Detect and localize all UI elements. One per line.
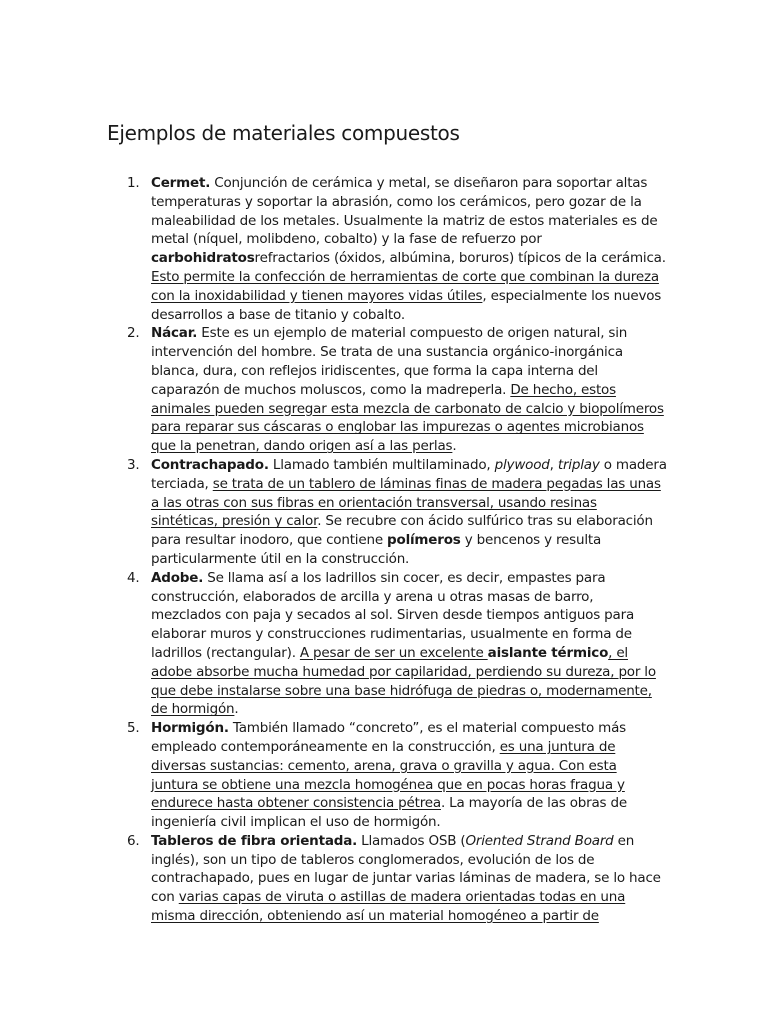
list-item xyxy=(107,832,667,926)
body-text: Llamado también multilaminado, xyxy=(268,456,495,473)
body-text: . La mayoría de las obras de ingeniería civil implican el uso de hormigón. xyxy=(151,795,627,831)
bold-text: carbohidratos xyxy=(151,250,255,267)
list-item xyxy=(107,324,667,456)
bold-text: Adobe. xyxy=(151,569,204,586)
body-text: . Se recubre con ácido sulfúrico tras su elaboración para resultar inodoro, que contiene xyxy=(151,513,653,549)
bold-text: polímeros xyxy=(387,532,461,549)
body-text: Este es un ejemplo de material compuesto de origen natural, sin intervención del hombre. Se trata de una sustancia orgánico-inorgánica blanca, dura, con reflejos iridiscentes, que forma la capa interna del caparazón de muchos moluscos, como la madreperla. xyxy=(151,325,628,398)
list-item-number: 4. xyxy=(127,569,140,586)
bold-text: Hormigón. xyxy=(151,720,229,737)
list-item-number: 3. xyxy=(127,456,140,473)
body-text: También llamado “concreto”, es el material compuesto más empleado contemporáneamente en la construcción, xyxy=(151,720,627,755)
body-text: . xyxy=(234,701,239,718)
bold-text: Cermet. xyxy=(151,175,211,191)
page-title: Ejemplos de materiales compuestos xyxy=(107,121,460,145)
materials-list xyxy=(107,174,667,926)
body-text: o madera terciada, xyxy=(151,456,667,492)
bold-text: Contrachapado. xyxy=(151,456,269,473)
body-text: , xyxy=(549,456,558,473)
list-item-number: 1. xyxy=(127,175,140,191)
body-text: Se llama así a los ladrillos sin cocer, es decir, empastes para construcción, elaborados de arcilla y arena u otras masas de barro, mezclados con paja y secados al sol. Sirven desde tiempos antiguos para elaborar muros y construcciones rudimentarias, usualmente en forma de ladrillos (rectangular). xyxy=(151,569,635,661)
list-item-number: 2. xyxy=(127,325,140,342)
list-item xyxy=(107,719,667,832)
list-item xyxy=(107,569,667,719)
list-item xyxy=(107,456,667,569)
bold-text: Tableros de fibra orientada. xyxy=(151,832,358,849)
underlined-text: varias capas de viruta o astillas de madera orientadas todas en una misma dirección, obteniendo así un material homogéneo a partir de xyxy=(151,889,626,925)
italic-text: Oriented Strand Board xyxy=(465,832,614,849)
list-item-number: 5. xyxy=(127,720,140,737)
underlined-text: es una juntura de diversas sustancias: cemento, arena, grava o gravilla y agua. Con esta juntura se obtiene una mezcla homogénea que en pocas horas fragua y endurece hasta obtener consistencia pétrea xyxy=(151,738,625,812)
underlined-text: , el adobe absorbe mucha humedad por capilaridad, perdiendo su dureza, por lo que debe instalarse sobre una base hidrófuga de piedras o, modernamente, de hormigón xyxy=(151,644,656,718)
body-text: en inglés), son un tipo de tableros conglomerados, evolución de los de contrachapado, pues en lugar de juntar varias láminas de madera, se lo hace con xyxy=(151,832,661,906)
body-text: , especialmente los nuevos desarrollos a base de titanio y cobalto. xyxy=(151,287,662,323)
body-text: y bencenos y resulta particularmente útil en la construcción. xyxy=(151,532,602,567)
underlined-text: De hecho, estos animales pueden segregar esta mezcla de carbonato de calcio y biopolímeros para reparar sus cáscaras o englobar las impurezas o agentes microbianos que la penetran, dando origen así a las perlas xyxy=(151,381,664,455)
italic-text: plywood xyxy=(494,456,550,473)
body-text: Llamados OSB ( xyxy=(357,832,466,849)
bold-text: aislante térmico xyxy=(487,644,609,661)
underlined-text: se trata de un tablero de láminas finas de madera pegadas las unas a las otras con sus fibras en orientación transversal, usando resinas sintéticas, presión y calor xyxy=(151,475,661,530)
body-text: Conjunción de cerámica y metal, se diseñaron para soportar altas temperaturas y soportar la abrasión, como los cerámicos, pero gozar de la maleabilidad de los metales. Usualmente la matriz de estos materiales es de metal (níquel, molibdeno, cobalto) y la fase de refuerzo por xyxy=(151,175,658,248)
list-item-number: 6. xyxy=(127,832,140,849)
underlined-text: Esto permite la confección de herramientas de corte que combinan la dureza con la inoxidabilidad y tienen mayores vidas útiles xyxy=(151,268,659,304)
underlined-text: A pesar de ser un excelente xyxy=(299,644,488,661)
bold-text: Nácar. xyxy=(151,325,198,342)
body-text: . xyxy=(452,438,457,455)
list-item xyxy=(107,174,667,324)
italic-text: triplay xyxy=(557,456,600,473)
body-text: refractarios (óxidos, albúmina, boruros) típicos de la cerámica. xyxy=(254,250,666,267)
